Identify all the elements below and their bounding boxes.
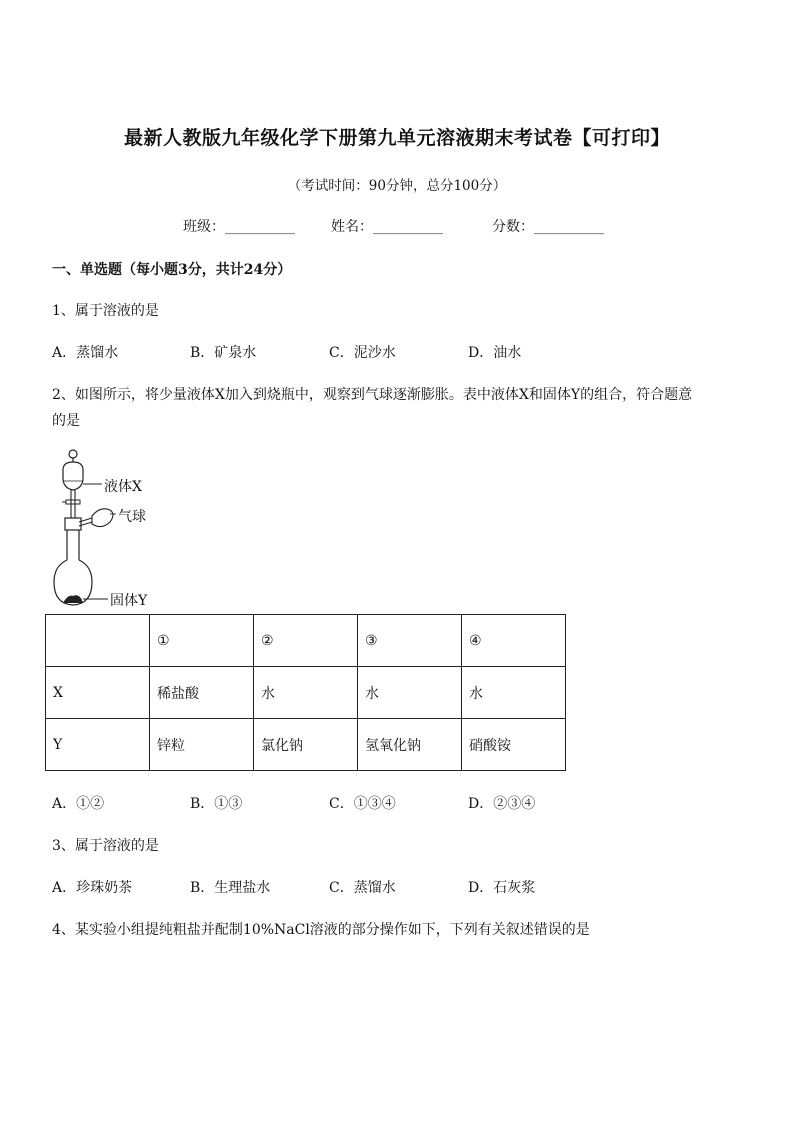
exam-title: 最新人教版九年级化学下册第九单元溶液期末考试卷【可打印】 <box>123 127 670 149</box>
question-4-stem: 4、某实验小组提纯粗盐并配制10%NaCl溶液的部分操作如下，下列有关叙述错误的是 <box>52 922 590 938</box>
q1-option-d: D．油水 <box>468 345 522 361</box>
combination-table <box>45 614 566 771</box>
table-cell: 氯化钠 <box>254 719 358 771</box>
table-header-row <box>46 615 566 667</box>
name-field: 姓名：__________ <box>331 219 443 235</box>
table-row <box>46 719 566 771</box>
q2-option-c: C．①③④ <box>329 796 396 812</box>
table-row <box>46 667 566 719</box>
apparatus-figure <box>50 448 160 610</box>
q1-option-c: C．泥沙水 <box>329 345 396 361</box>
question-3-stem: 3、属于溶液的是 <box>52 838 159 854</box>
q3-option-b: B．生理盐水 <box>190 880 271 896</box>
q2-option-b: B．①③ <box>190 796 243 812</box>
table-cell: ① <box>150 615 254 667</box>
question-2-stem-line1: 2、如图所示，将少量液体X加入到烧瓶中，观察到气球逐渐膨胀。表中液体X和固体Y的组合，符合题意 <box>52 387 693 403</box>
table-cell: ④ <box>462 615 566 667</box>
q3-option-d: D．石灰浆 <box>468 880 536 896</box>
q2-option-a: A．①② <box>52 796 105 812</box>
q1-option-a: A．蒸馏水 <box>52 345 119 361</box>
question-2-stem-line2: 的是 <box>52 413 80 429</box>
table-cell: X <box>46 667 150 719</box>
table-cell: ③ <box>358 615 462 667</box>
table-cell: 水 <box>254 667 358 719</box>
section-heading: 一、单选题（每小题3分，共计24分） <box>52 262 292 278</box>
question-1-stem: 1、属于溶液的是 <box>52 303 159 319</box>
table-cell <box>46 615 150 667</box>
exam-subtitle: （考试时间：90分钟，总分100分） <box>287 178 507 194</box>
q1-option-b: B．矿泉水 <box>190 345 257 361</box>
q2-option-d: D．②③④ <box>468 796 536 812</box>
label-liquid-x: 液体X <box>104 479 142 495</box>
table-cell: 氢氧化钠 <box>358 719 462 771</box>
q3-option-a: A．珍珠奶茶 <box>52 880 133 896</box>
table-cell: 硝酸铵 <box>462 719 566 771</box>
q3-option-c: C．蒸馏水 <box>329 880 396 896</box>
table-cell: 水 <box>358 667 462 719</box>
label-balloon: 气球 <box>118 509 146 525</box>
table-cell: 稀盐酸 <box>150 667 254 719</box>
table-cell: Y <box>46 719 150 771</box>
class-field: 班级：__________ <box>183 219 295 235</box>
table-cell: ② <box>254 615 358 667</box>
label-solid-y: 固体Y <box>110 593 148 609</box>
table-cell: 锌粒 <box>150 719 254 771</box>
table-cell: 水 <box>462 667 566 719</box>
flask-funnel-diagram <box>50 448 160 610</box>
score-field: 分数：__________ <box>492 219 604 235</box>
